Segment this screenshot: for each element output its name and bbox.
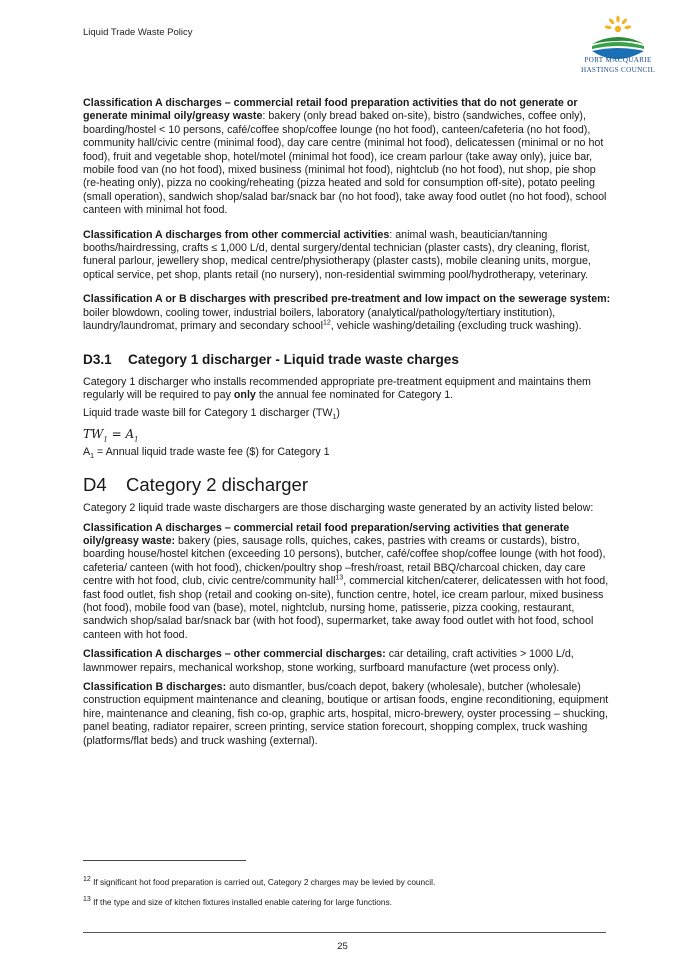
footnote-text: If the type and size of kitchen fixtures installed enable catering for large functions. [90, 897, 392, 907]
paragraph-body: auto dismantler, bus/coach depot, bakery (wholesale), butcher (wholesale) construction equipment maintenance and cleaning, boutique or artisan foods, engine reconditioning, equipment hire, maintenance and cleaning, fish co-op, graphic arts, hospital, micro-brewery, oyster processing – shucking, panel beating, radiator repairer, screen printing, service station forecourt, shopping complex, truck washing (platforms/flat beds) and truck washing (external). [83, 681, 609, 747]
paragraph-cat2-class-b [83, 681, 613, 748]
footnote-13 [83, 897, 623, 908]
paragraph-lead: Classification A discharges – other commercial discharges: [83, 648, 386, 661]
paragraph-lead: Classification A or B discharges with prescribed pre-treatment and low impact on the sewerage system: [83, 293, 611, 306]
footnote-number: 12 [83, 876, 91, 884]
heading-number: D4 [83, 474, 107, 496]
subscript: 1 [332, 414, 337, 422]
main-content [83, 97, 613, 748]
heading-d3-1 [83, 351, 613, 369]
formula-equals: = [107, 426, 126, 441]
paragraph-body-end: , vehicle washing/detailing (excluding truck washing). [330, 320, 582, 333]
footnote-separator [83, 860, 246, 861]
formula-rhs: A [125, 426, 135, 441]
paragraph-class-a-or-b [83, 293, 613, 333]
footnote-number: 13 [83, 896, 91, 904]
logo-line-2: HASTINGS COUNCIL [580, 65, 656, 74]
formula-rhs-sub: 1 [134, 435, 139, 444]
formula-lhs-sub: 1 [103, 435, 108, 444]
logo-line-1: PORT MACQUARIE [584, 56, 652, 64]
paragraph-class-a-other-commercial [83, 229, 613, 283]
formula-tw1 [83, 425, 613, 443]
paragraph-lead: Classification A discharges from other commercial activities [83, 228, 390, 241]
paragraph-lead: Classification B discharges: [83, 681, 227, 693]
heading-title: Category 2 discharger [126, 474, 309, 496]
text-segment: = Annual liquid trade waste fee ($) for Category 1 [94, 445, 330, 458]
footnote-ref-12[interactable]: 12 [323, 319, 331, 327]
heading-number: D3.1 [83, 351, 112, 367]
paragraph-cat2-class-a-retail [83, 522, 613, 643]
footnote-ref-13[interactable]: 13 [335, 574, 344, 582]
running-header: Liquid Trade Waste Policy [83, 27, 193, 38]
paragraph-a1-definition [83, 446, 613, 459]
paragraph-lead: Classification A discharges – commercial retail food preparation activities that do not generate or generate minimal oily/greasy waste [83, 97, 578, 123]
paragraph-body: : animal wash, beautician/tanning booths/hairdressing, crafts ≤ 1,000 L/d, dental surgery/dental technician (plaster casts), dry cleaning, florist, funeral parlour, jewellery shop, medical centre/physiotherapy (plaster casts), mobile cleaning units, morgue, optical service, pet shop, plants retail (no nursery), non-residential swimming pool/hydrotherapy, veterinary. [83, 228, 591, 281]
paragraph-cat2-class-a-other [83, 648, 613, 675]
heading-d4 [83, 473, 613, 497]
emphasis-only: only [233, 388, 256, 401]
text-segment: Category 1 discharger who installs recommended appropriate pre-treatment equipment and maintains them regularly will be required to pay [83, 375, 591, 401]
paragraph-body: boiler blowdown, cooling tower, industrial boilers, laboratory (analytical/pathology/tertiary institution), laundry/laundromat, primary and secondary school [83, 306, 556, 333]
paragraph-bill-label [83, 407, 613, 420]
text-segment: A [83, 445, 91, 458]
footer-separator [83, 932, 606, 933]
formula-lhs: TW [83, 426, 104, 441]
subscript: 1 [90, 452, 95, 460]
council-logo-text [573, 56, 663, 75]
text-segment: Liquid trade waste bill for Category 1 discharger (TW [83, 407, 333, 420]
page-number: 25 [337, 941, 348, 952]
paragraph-body: car detailing, craft activities > 1000 L/d, lawnmower repairs, mechanical workshop, stone working, surfboard manufacture (wet process only). [83, 648, 574, 674]
footnotes [83, 877, 623, 917]
footnote-12 [83, 877, 623, 888]
paragraph-class-a-retail-minimal [83, 97, 613, 218]
footnote-text: If significant hot food preparation is carried out, Category 2 charges may be levied by council. [90, 877, 436, 887]
paragraph-category-2-intro: Category 2 liquid trade waste dischargers are those discharging waste generated by an activity listed below: [83, 502, 594, 515]
text-segment: ) [336, 407, 340, 420]
text-segment: the annual fee nominated for Category 1. [255, 388, 454, 401]
heading-title: Category 1 discharger - Liquid trade waste charges [128, 351, 459, 367]
paragraph-category-1 [83, 376, 613, 403]
paragraph-body: : bakery (only bread baked on-site), bistro (sandwiches, coffee only), boarding/hostel < 10 persons, café/coffee shop/coffee lounge (no hot food), canteen/cafeteria (no hot food), community hall/civic centre (minimal food), day care centre (minimal hot food), delicatessen (minimal or no hot food), fruit and vegetable shop, hotel/motel (minimal hot food), ice cream parlour (take away only), juice bar, mobile food van (no hot food), mixed business (minimal hot food), nightclub (no hot food), nut shop, pie shop (re-heating only), pizza no cooking/reheating (pizza heated and sold for consumption off-site), potato peeling (small operation), sandwich shop/salad bar/snack bar (no hot food), take away food outlet (no hot food), school canteen with minimal hot food. [83, 110, 607, 217]
paragraph-body-end: , commercial kitchen/caterer, delicatessen with hot food, fast food outlet, fish shop (retail and cooking on-site), function centre, hotel, ice cream parlour, mixed business (hot food), mobile food van (base), motel, nightclub, nursing home, patisserie, pizza cooking, restaurant, sandwich shop/salad bar/snack bar (with hot food), supermarket, take away food outlet with hot food, school canteen with hot food. [83, 575, 609, 641]
paragraph-body: bakery (pies, sausage rolls, quiches, cakes, pastries with creams or custards), bistro, boarding house/hostel kitchen (exceeding 10 persons), butcher, café/coffee shop/coffee lounge (with hot food), cafeteria/ canteen (with hot food), chicken/poultry shop –fresh/roast, retail BBQ/charcoal chicken, day care centre with hot food, club, civic centre/community hall [83, 534, 606, 588]
paragraph-lead: Classification A discharges – commercial retail food preparation/serving activities that generate oily/greasy waste: [83, 521, 570, 547]
